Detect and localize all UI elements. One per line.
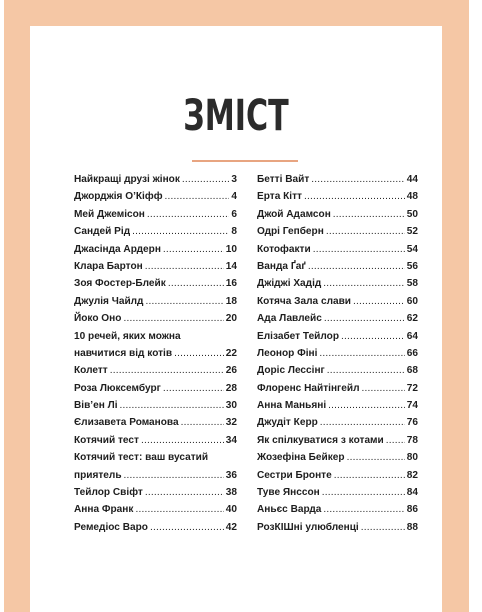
toc-page-number: 84 xyxy=(406,487,418,499)
toc-entry[interactable] xyxy=(257,452,418,464)
toc-page-number: 18 xyxy=(225,295,237,307)
toc-entry-title-line1: Котячий тест: ваш вусатий xyxy=(74,452,209,464)
toc-entry-title: Котяча Зала слави xyxy=(257,295,352,307)
toc-page-number: 10 xyxy=(225,243,237,255)
toc-entry-title: Джасінда Ардерн xyxy=(74,243,161,255)
toc-page-number: 3 xyxy=(231,174,237,185)
toc-entry[interactable] xyxy=(257,504,418,516)
page-title: ЗМІСТ xyxy=(183,91,289,141)
toc-dot-leader xyxy=(334,470,405,482)
toc-entry[interactable] xyxy=(257,470,418,482)
toc-entry-title: Леонор Фіні xyxy=(257,347,318,359)
toc-entry[interactable] xyxy=(257,261,418,273)
toc-entry-title: Єлизавета Романова xyxy=(74,417,179,429)
toc-entry[interactable] xyxy=(257,435,418,447)
toc-entry-title: Клара Бартон xyxy=(74,260,143,272)
toc-right-column xyxy=(257,174,418,539)
toc-dot-leader xyxy=(353,296,405,308)
toc-dot-leader xyxy=(132,226,229,238)
toc-entry[interactable] xyxy=(74,504,237,516)
toc-entry-title: Ремедіос Варо xyxy=(74,521,148,533)
toc-page-number: 74 xyxy=(406,400,418,412)
toc-entry-title: Туве Янссон xyxy=(257,487,320,499)
toc-dot-leader xyxy=(145,261,224,273)
toc-entry-title: Доріс Лессінг xyxy=(257,365,325,377)
toc-entry[interactable] xyxy=(257,417,418,429)
toc-entry-title: Найкращі друзі жінок xyxy=(74,174,180,185)
toc-entry[interactable] xyxy=(257,278,418,290)
toc-page-number: 8 xyxy=(231,226,237,238)
toc-entry-row xyxy=(74,470,237,482)
toc-entry[interactable] xyxy=(257,487,418,499)
toc-dot-leader xyxy=(145,487,224,499)
toc-entry-title: Ерта Кітт xyxy=(257,191,302,203)
toc-entry-title: Ада Лавлейс xyxy=(257,313,322,325)
toc-entry[interactable] xyxy=(74,191,237,203)
contents-page xyxy=(30,26,442,612)
toc-entry-title: Колетт xyxy=(74,365,108,377)
toc-entry-row xyxy=(74,348,237,360)
toc-entry[interactable] xyxy=(257,348,418,360)
toc-dot-leader xyxy=(327,365,405,377)
toc-dot-leader xyxy=(319,348,404,360)
toc-entry[interactable] xyxy=(74,174,237,186)
toc-page-number: 62 xyxy=(406,313,418,325)
toc-entry-title: Аньєс Варда xyxy=(257,504,322,516)
toc-page-number: 26 xyxy=(225,365,237,377)
toc-entry[interactable] xyxy=(257,400,418,412)
toc-entry-title: РозКІШні улюбленці xyxy=(257,521,359,533)
toc-entry-title: Джулія Чайлд xyxy=(74,295,144,307)
toc-dot-leader xyxy=(341,331,405,343)
toc-entry[interactable] xyxy=(74,400,237,412)
toc-entry-title: Джудіт Керр xyxy=(257,417,318,429)
toc-dot-leader xyxy=(304,191,405,203)
toc-dot-leader xyxy=(141,435,224,447)
toc-dot-leader xyxy=(386,435,405,447)
toc-dot-leader xyxy=(324,313,405,325)
toc-page-number: 66 xyxy=(406,347,418,359)
toc-page-number: 14 xyxy=(225,260,237,272)
toc-dot-leader xyxy=(123,313,223,325)
toc-entry-title: Елізабет Тейлор xyxy=(257,330,340,342)
toc-dot-leader xyxy=(147,209,230,221)
toc-entry[interactable] xyxy=(74,313,237,325)
toc-entry[interactable] xyxy=(74,383,237,395)
toc-page-number: 34 xyxy=(225,434,237,446)
toc-page-number: 32 xyxy=(225,417,237,429)
toc-entry[interactable] xyxy=(74,278,237,290)
toc-entry-title: Ванда Ґаґ xyxy=(257,260,306,272)
toc-page-number: 22 xyxy=(225,347,237,359)
toc-page-number: 76 xyxy=(406,417,418,429)
toc-page-number: 64 xyxy=(406,330,418,342)
toc-dot-leader xyxy=(145,296,223,308)
toc-entry-title: Вів’ен Лі xyxy=(74,400,118,412)
toc-entry-title-line2: навчитися від котів xyxy=(74,347,173,359)
toc-entry[interactable] xyxy=(74,417,237,429)
toc-entry[interactable] xyxy=(74,452,237,481)
toc-dot-leader xyxy=(135,504,223,516)
toc-dot-leader xyxy=(308,261,405,273)
toc-entry-title: Зоя Фостер-Блейк xyxy=(74,278,166,290)
toc-entry-title-line2: приятель xyxy=(74,469,122,481)
toc-entry[interactable] xyxy=(74,261,237,273)
toc-entry-title-line1: 10 речей, яких можна xyxy=(74,330,181,342)
toc-entry-title: Роза Люксембург xyxy=(74,382,161,394)
toc-entry-title: Тейлор Свіфт xyxy=(74,487,143,499)
toc-entry-title: Джіджі Хадід xyxy=(257,278,322,290)
toc-entry[interactable] xyxy=(74,244,237,256)
toc-dot-leader xyxy=(323,504,404,516)
toc-dot-leader xyxy=(362,383,405,395)
toc-entry[interactable] xyxy=(257,313,418,325)
toc-page-number: 58 xyxy=(406,278,418,290)
toc-dot-leader xyxy=(328,400,405,412)
toc-entry[interactable] xyxy=(257,365,418,377)
toc-entry[interactable] xyxy=(257,522,418,534)
toc-left-column xyxy=(74,174,237,539)
title-underline xyxy=(192,160,298,162)
toc-entry-title: Одрі Гепберн xyxy=(257,226,324,238)
toc-entry[interactable] xyxy=(257,383,418,395)
toc-entry[interactable] xyxy=(257,296,418,308)
toc-page-number: 60 xyxy=(406,295,418,307)
toc-dot-leader xyxy=(165,191,230,203)
toc-entry-title: Анна Франк xyxy=(74,504,134,516)
toc-entry-title: Бетті Вайт xyxy=(257,174,310,185)
toc-entry[interactable] xyxy=(257,331,418,343)
toc-page-number: 36 xyxy=(225,469,237,481)
toc-entry-title: Флоренс Найтінгейл xyxy=(257,382,360,394)
toc-dot-leader xyxy=(110,365,224,377)
toc-entry[interactable] xyxy=(74,331,237,360)
toc-page-number: 30 xyxy=(225,400,237,412)
toc-entry[interactable] xyxy=(74,365,237,377)
toc-entry[interactable] xyxy=(74,487,237,499)
toc-page-number: 80 xyxy=(406,452,418,464)
toc-page-number: 88 xyxy=(406,521,418,533)
toc-entry-title: Як спілкуватися з котами xyxy=(257,434,384,446)
toc-entry[interactable] xyxy=(257,209,418,221)
toc-dot-leader xyxy=(320,417,405,429)
toc-dot-leader xyxy=(124,470,224,482)
toc-dot-leader xyxy=(361,522,405,534)
toc-dot-leader xyxy=(323,278,404,290)
toc-entry-title: Джорджія О’Кіфф xyxy=(74,191,163,203)
toc-entry[interactable] xyxy=(74,522,237,534)
toc-page-number: 40 xyxy=(225,504,237,516)
toc-page-number: 56 xyxy=(406,260,418,272)
toc-entry[interactable] xyxy=(257,174,418,186)
toc-entry-title: Жозефіна Бейкер xyxy=(257,452,345,464)
toc-page-number: 6 xyxy=(231,208,237,220)
toc-dot-leader xyxy=(163,244,224,256)
toc-entry[interactable] xyxy=(74,226,237,238)
toc-entry-title: Сестри Бронте xyxy=(257,469,332,481)
toc-page-number: 82 xyxy=(406,469,418,481)
toc-dot-leader xyxy=(182,174,229,186)
toc-entry-title: Сандей Рід xyxy=(74,226,131,238)
toc-dot-leader xyxy=(333,209,405,221)
toc-page-number: 42 xyxy=(225,521,237,533)
toc-dot-leader xyxy=(311,174,404,186)
toc-dot-leader xyxy=(322,487,405,499)
toc-page-number: 78 xyxy=(406,434,418,446)
toc-page-number: 68 xyxy=(406,365,418,377)
toc-page-number: 4 xyxy=(231,191,237,203)
toc-dot-leader xyxy=(181,417,224,429)
toc-entry-title: Котячий тест xyxy=(74,434,139,446)
toc-dot-leader xyxy=(120,400,224,412)
toc-entry-title: Йоко Оно xyxy=(74,313,122,325)
toc-entry-title: Котофакти xyxy=(257,243,311,255)
toc-entry[interactable] xyxy=(74,296,237,308)
toc-page-number: 48 xyxy=(406,191,418,203)
toc-page-number: 38 xyxy=(225,487,237,499)
toc-entry[interactable] xyxy=(74,209,237,221)
toc-dot-leader xyxy=(174,348,224,360)
toc-page-number: 54 xyxy=(406,243,418,255)
toc-entry-title: Мей Джемісон xyxy=(74,208,145,220)
toc-dot-leader xyxy=(347,452,405,464)
toc-page-number: 72 xyxy=(406,382,418,394)
toc-dot-leader xyxy=(163,383,224,395)
toc-page-number: 52 xyxy=(406,226,418,238)
toc-entry[interactable] xyxy=(257,244,418,256)
toc-entry[interactable] xyxy=(74,435,237,447)
toc-dot-leader xyxy=(150,522,224,534)
toc-entry[interactable] xyxy=(257,191,418,203)
toc-entry-title: Анна Маньяні xyxy=(257,400,327,412)
toc-page-number: 50 xyxy=(406,208,418,220)
toc-page-number: 86 xyxy=(406,504,418,516)
toc-page-number: 28 xyxy=(225,382,237,394)
toc-entry[interactable] xyxy=(257,226,418,238)
toc-entry-title: Джой Адамсон xyxy=(257,208,331,220)
toc-page-number: 16 xyxy=(225,278,237,290)
toc-dot-leader xyxy=(313,244,405,256)
toc-page-number: 44 xyxy=(406,174,418,185)
toc-page-number: 20 xyxy=(225,313,237,325)
toc-dot-leader xyxy=(168,278,224,290)
toc-dot-leader xyxy=(326,226,405,238)
